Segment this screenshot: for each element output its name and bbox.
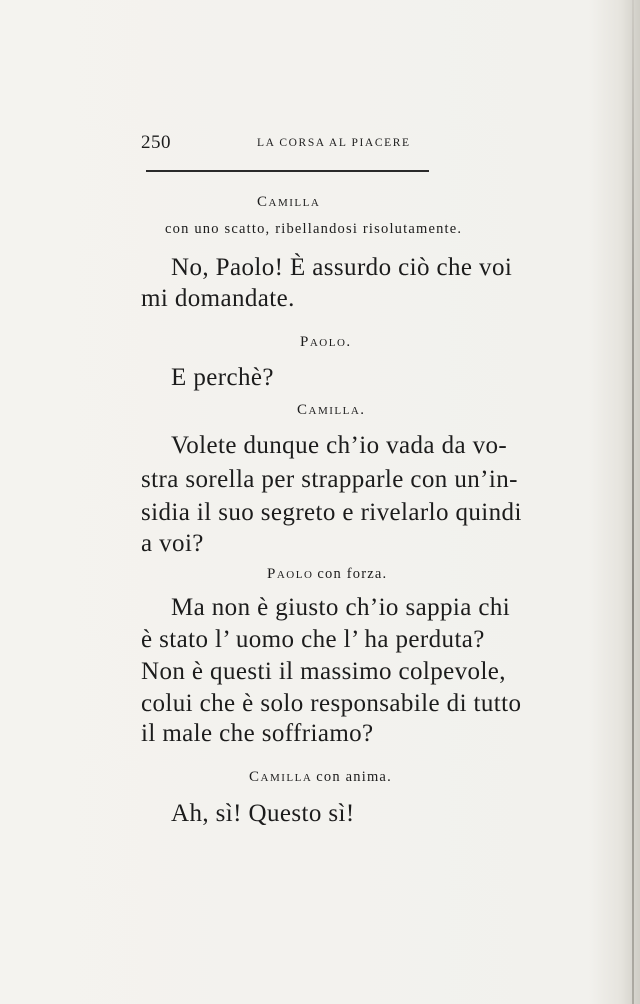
page-number: 250 <box>141 132 171 153</box>
dialogue-line: mi domandate. <box>141 285 295 312</box>
dialogue-line: stra sorella per strapparle con un’in- <box>141 466 518 493</box>
dialogue-line: Non è questi il massimo colpevole, <box>141 658 506 685</box>
header-rule <box>146 170 429 172</box>
speaker-camilla-1: Camilla <box>257 194 321 210</box>
dialogue-line: è stato l’ uomo che l’ ha perduta? <box>141 626 485 653</box>
speaker-paolo-2: Paolo <box>267 566 314 582</box>
speaker-line-camilla-3 <box>249 768 392 786</box>
speaker-camilla-3: Camilla <box>249 769 313 785</box>
running-title: LA CORSA AL PIACERE <box>257 137 411 149</box>
dialogue-line: Ah, sì! Questo sì! <box>171 800 355 827</box>
page-edge-shadow <box>632 0 634 1004</box>
speaker-paolo-1: Paolo. <box>300 334 352 350</box>
speaker-camilla-2: Camilla. <box>297 402 366 418</box>
stage-direction-4: con forza. <box>317 566 388 582</box>
dialogue-line: il male che soffriamo? <box>141 720 374 747</box>
dialogue-line: Volete dunque ch’io vada da vo- <box>171 432 508 459</box>
stage-direction-1: con uno scatto, ribellandosi risolutamente. <box>165 221 463 237</box>
page-header <box>141 132 429 156</box>
dialogue-line: No, Paolo! È assurdo ciò che voi <box>171 254 513 281</box>
dialogue-line: E perchè? <box>171 364 274 391</box>
dialogue-line: a voi? <box>141 530 204 557</box>
dialogue-line: colui che è solo responsabile di tutto <box>141 690 522 717</box>
dialogue-line: Ma non è giusto ch’io sappia chi <box>171 594 511 621</box>
speaker-line-paolo-2 <box>267 565 387 583</box>
dialogue-line: sidia il suo segreto e rivelarlo quindi <box>141 499 522 526</box>
stage-direction-5: con anima. <box>316 769 392 785</box>
